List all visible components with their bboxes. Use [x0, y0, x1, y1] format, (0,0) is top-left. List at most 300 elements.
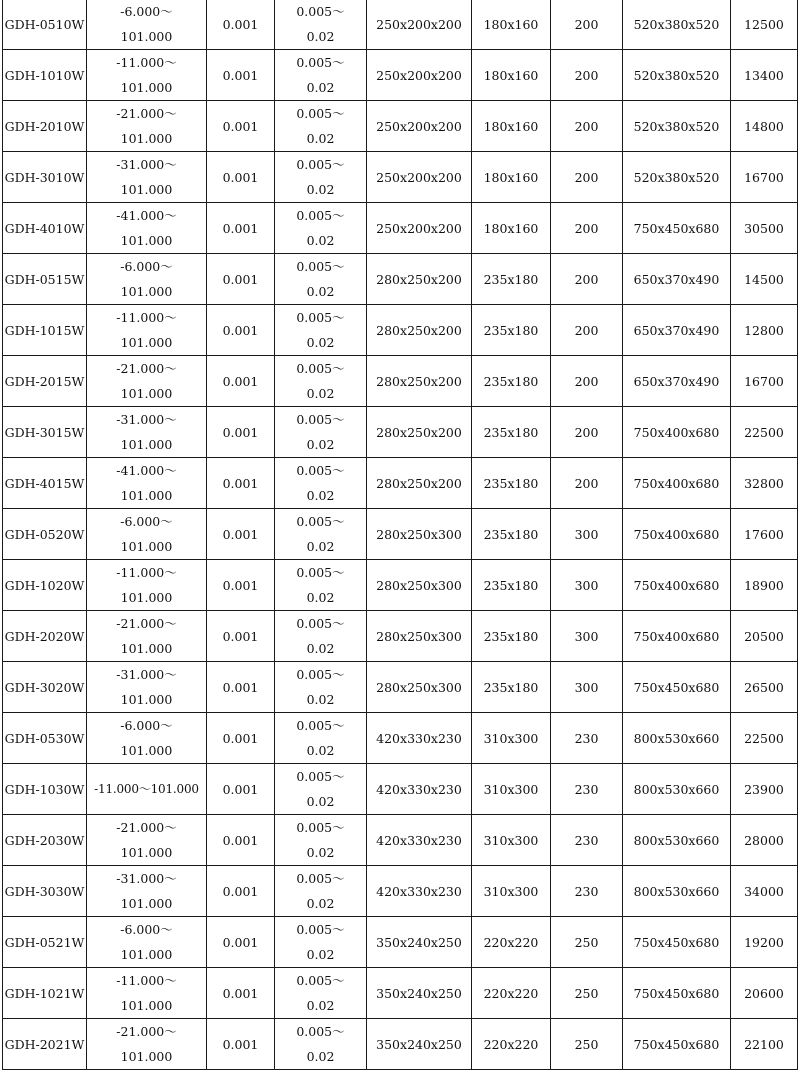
height-cell: [551, 1019, 623, 1070]
range-cell-range-b: 101.000: [120, 386, 173, 401]
accuracy-cell: [275, 203, 367, 254]
range-cell-range-b: 101.000: [120, 335, 173, 350]
outer-size-cell-outer: 800x530x660: [633, 883, 720, 899]
price-cell-price: 28000: [744, 832, 784, 848]
opening-cell-opening: 180x160: [483, 220, 539, 236]
accuracy-cell-accuracy-b: 0.02: [306, 29, 335, 44]
outer-size-cell-outer: 800x530x660: [633, 832, 720, 848]
size-cell: [367, 407, 472, 458]
accuracy-cell-accuracy-a: 0.005～: [296, 871, 345, 886]
opening-cell: [472, 356, 551, 407]
range-cell-range-b: 101.000: [120, 641, 173, 656]
outer-size-cell: [623, 917, 731, 968]
opening-cell-opening: 180x160: [483, 67, 539, 83]
opening-cell: [472, 560, 551, 611]
outer-size-cell: [623, 0, 731, 50]
range-cell-range-b: 101.000: [120, 284, 173, 299]
resolution-cell-resolution: 0.001: [222, 730, 259, 746]
range-cell-range-b: 101.000: [120, 182, 173, 197]
accuracy-cell-accuracy-a: 0.005～: [296, 361, 345, 376]
accuracy-cell-accuracy-a: 0.005～: [296, 922, 345, 937]
range-cell-range-a: -31.000～: [116, 157, 177, 172]
resolution-cell-resolution: 0.001: [222, 985, 259, 1001]
outer-size-cell: [623, 815, 731, 866]
accuracy-cell-accuracy-b: 0.02: [306, 335, 335, 350]
price-cell: [731, 611, 798, 662]
outer-size-cell: [623, 305, 731, 356]
size-cell: [367, 713, 472, 764]
resolution-cell-resolution: 0.001: [222, 1036, 259, 1052]
model-cell-model: GDH-1021W: [4, 985, 85, 1001]
opening-cell: [472, 968, 551, 1019]
price-cell: [731, 815, 798, 866]
size-cell-size: 420x330x230: [376, 883, 462, 899]
opening-cell-opening: 235x180: [483, 679, 539, 695]
resolution-cell-resolution: 0.001: [222, 67, 259, 83]
model-cell-model: GDH-1010W: [4, 67, 85, 83]
model-cell-model: GDH-2020W: [4, 628, 85, 644]
height-cell-height: 300: [574, 628, 599, 644]
price-cell: [731, 407, 798, 458]
range-cell: [87, 917, 207, 968]
opening-cell-opening: 235x180: [483, 271, 539, 287]
height-cell-height: 200: [574, 475, 599, 491]
resolution-cell-resolution: 0.001: [222, 118, 259, 134]
accuracy-cell-accuracy-b: 0.02: [306, 743, 335, 758]
spec-table: [2, 0, 798, 1070]
range-cell-range-b: 101.000: [120, 80, 173, 95]
resolution-cell: [207, 50, 275, 101]
opening-cell-opening: 180x160: [483, 16, 539, 32]
model-cell: [3, 713, 87, 764]
accuracy-cell: [275, 815, 367, 866]
opening-cell: [472, 152, 551, 203]
range-cell-range-a: -21.000～: [116, 1024, 177, 1039]
resolution-cell: [207, 254, 275, 305]
accuracy-cell-accuracy-b: 0.02: [306, 1049, 335, 1064]
range-cell: [87, 356, 207, 407]
opening-cell-opening: 235x180: [483, 577, 539, 593]
range-cell-range-b: 101.000: [120, 1049, 173, 1064]
resolution-cell-resolution: 0.001: [222, 220, 259, 236]
model-cell-model: GDH-0530W: [4, 730, 85, 746]
size-cell-size: 280x250x200: [376, 424, 462, 440]
height-cell: [551, 611, 623, 662]
height-cell: [551, 356, 623, 407]
height-cell: [551, 407, 623, 458]
resolution-cell: [207, 509, 275, 560]
outer-size-cell: [623, 509, 731, 560]
range-cell: [87, 203, 207, 254]
outer-size-cell-outer: 800x530x660: [633, 730, 720, 746]
range-cell-range-a: -11.000～: [116, 973, 177, 988]
outer-size-cell-outer: 520x380x520: [633, 16, 720, 32]
range-cell: [87, 0, 207, 50]
opening-cell-opening: 235x180: [483, 373, 539, 389]
outer-size-cell-outer: 800x530x660: [633, 781, 720, 797]
size-cell: [367, 254, 472, 305]
opening-cell-opening: 220x220: [483, 985, 539, 1001]
size-cell-size: 250x200x200: [376, 67, 462, 83]
model-cell-model: GDH-1015W: [4, 322, 85, 338]
price-cell-price: 17600: [744, 526, 784, 542]
table-row: [3, 917, 798, 968]
price-cell: [731, 917, 798, 968]
model-cell-model: GDH-1030W: [4, 781, 85, 797]
range-cell-range-a: -6.000～: [120, 514, 173, 529]
range-cell: [87, 509, 207, 560]
height-cell: [551, 917, 623, 968]
opening-cell: [472, 254, 551, 305]
model-cell: [3, 968, 87, 1019]
outer-size-cell: [623, 764, 731, 815]
opening-cell: [472, 458, 551, 509]
price-cell: [731, 968, 798, 1019]
size-cell: [367, 968, 472, 1019]
outer-size-cell-outer: 750x400x680: [633, 424, 720, 440]
model-cell: [3, 203, 87, 254]
range-cell-range-a: -6.000～: [120, 4, 173, 19]
model-cell: [3, 917, 87, 968]
accuracy-cell: [275, 1019, 367, 1070]
table-row: [3, 458, 798, 509]
height-cell: [551, 560, 623, 611]
price-cell-price: 19200: [744, 934, 784, 950]
model-cell: [3, 254, 87, 305]
height-cell-height: 200: [574, 373, 599, 389]
model-cell: [3, 152, 87, 203]
accuracy-cell: [275, 713, 367, 764]
accuracy-cell-accuracy-b: 0.02: [306, 182, 335, 197]
range-cell-range-b: 101.000: [120, 896, 173, 911]
resolution-cell: [207, 458, 275, 509]
height-cell-height: 300: [574, 577, 599, 593]
range-cell-range-b: 101.000: [120, 590, 173, 605]
price-cell-price: 26500: [744, 679, 784, 695]
model-cell: [3, 101, 87, 152]
price-cell-price: 30500: [744, 220, 784, 236]
size-cell-size: 280x250x300: [376, 577, 462, 593]
accuracy-cell-accuracy-a: 0.005～: [296, 157, 345, 172]
resolution-cell: [207, 866, 275, 917]
size-cell-size: 250x200x200: [376, 169, 462, 185]
resolution-cell-resolution: 0.001: [222, 16, 259, 32]
opening-cell: [472, 866, 551, 917]
accuracy-cell: [275, 611, 367, 662]
table-row: [3, 866, 798, 917]
opening-cell: [472, 203, 551, 254]
accuracy-cell-accuracy-b: 0.02: [306, 998, 335, 1013]
model-cell-model: GDH-3020W: [4, 679, 85, 695]
size-cell-size: 280x250x200: [376, 475, 462, 491]
height-cell-height: 200: [574, 16, 599, 32]
outer-size-cell: [623, 254, 731, 305]
size-cell-size: 280x250x300: [376, 526, 462, 542]
resolution-cell-resolution: 0.001: [222, 883, 259, 899]
accuracy-cell-accuracy-b: 0.02: [306, 794, 335, 809]
size-cell-size: 280x250x200: [376, 373, 462, 389]
price-cell: [731, 509, 798, 560]
table-row: [3, 560, 798, 611]
price-cell: [731, 866, 798, 917]
outer-size-cell-outer: 750x400x680: [633, 475, 720, 491]
resolution-cell: [207, 305, 275, 356]
range-cell-range-b: 101.000: [120, 845, 173, 860]
table-row: [3, 0, 798, 50]
range-cell-range-a: -41.000～: [116, 208, 177, 223]
accuracy-cell: [275, 254, 367, 305]
size-cell: [367, 764, 472, 815]
size-cell-size: 280x250x200: [376, 271, 462, 287]
outer-size-cell-outer: 520x380x520: [633, 67, 720, 83]
range-cell: [87, 560, 207, 611]
height-cell: [551, 152, 623, 203]
resolution-cell: [207, 611, 275, 662]
opening-cell: [472, 50, 551, 101]
model-cell: [3, 407, 87, 458]
outer-size-cell: [623, 968, 731, 1019]
outer-size-cell-outer: 650x370x490: [633, 271, 720, 287]
price-cell-price: 23900: [744, 781, 784, 797]
size-cell-size: 250x200x200: [376, 220, 462, 236]
table-row: [3, 815, 798, 866]
range-cell-range-b: 101.000: [120, 131, 173, 146]
table-row: [3, 509, 798, 560]
height-cell-height: 300: [574, 526, 599, 542]
price-cell: [731, 356, 798, 407]
model-cell-model: GDH-3015W: [4, 424, 85, 440]
range-cell: [87, 101, 207, 152]
range-cell: [87, 611, 207, 662]
accuracy-cell-accuracy-a: 0.005～: [296, 412, 345, 427]
resolution-cell: [207, 917, 275, 968]
opening-cell-opening: 235x180: [483, 526, 539, 542]
height-cell: [551, 509, 623, 560]
price-cell: [731, 764, 798, 815]
range-cell: [87, 305, 207, 356]
range-cell-range-a: -31.000～: [116, 412, 177, 427]
model-cell: [3, 305, 87, 356]
accuracy-cell-accuracy-a: 0.005～: [296, 718, 345, 733]
table-row: [3, 254, 798, 305]
range-cell-range-a: -21.000～: [116, 106, 177, 121]
range-cell-range-a: -11.000～: [116, 565, 177, 580]
resolution-cell: [207, 152, 275, 203]
outer-size-cell-outer: 750x400x680: [633, 577, 720, 593]
table-row: [3, 713, 798, 764]
height-cell-height: 200: [574, 424, 599, 440]
resolution-cell-resolution: 0.001: [222, 679, 259, 695]
spec-table-body: [3, 0, 798, 1070]
height-cell: [551, 713, 623, 764]
model-cell: [3, 458, 87, 509]
resolution-cell: [207, 560, 275, 611]
outer-size-cell-outer: 750x400x680: [633, 526, 720, 542]
resolution-cell: [207, 968, 275, 1019]
accuracy-cell-accuracy-a: 0.005～: [296, 769, 345, 784]
range-cell-range-a: -21.000～: [116, 820, 177, 835]
range-cell: [87, 713, 207, 764]
height-cell: [551, 101, 623, 152]
price-cell-price: 22500: [744, 424, 784, 440]
table-row: [3, 356, 798, 407]
range-cell-range-b: 101.000: [120, 539, 173, 554]
opening-cell: [472, 1019, 551, 1070]
range-cell-range-b: 101.000: [120, 998, 173, 1013]
opening-cell-opening: 180x160: [483, 169, 539, 185]
size-cell-size: 420x330x230: [376, 832, 462, 848]
accuracy-cell-accuracy-b: 0.02: [306, 284, 335, 299]
price-cell-price: 32800: [744, 475, 784, 491]
outer-size-cell-outer: 750x450x680: [633, 679, 720, 695]
price-cell-price: 13400: [744, 67, 784, 83]
resolution-cell-resolution: 0.001: [222, 781, 259, 797]
model-cell-model: GDH-4015W: [4, 475, 85, 491]
range-cell: [87, 152, 207, 203]
accuracy-cell: [275, 50, 367, 101]
outer-size-cell: [623, 152, 731, 203]
price-cell: [731, 50, 798, 101]
size-cell-size: 350x240x250: [376, 1036, 462, 1052]
outer-size-cell-outer: 520x380x520: [633, 118, 720, 134]
range-cell-range-a: -6.000～: [120, 259, 173, 274]
outer-size-cell: [623, 356, 731, 407]
price-cell-price: 22100: [744, 1036, 784, 1052]
size-cell-size: 420x330x230: [376, 730, 462, 746]
resolution-cell: [207, 1019, 275, 1070]
size-cell: [367, 1019, 472, 1070]
size-cell: [367, 152, 472, 203]
height-cell: [551, 764, 623, 815]
size-cell: [367, 0, 472, 50]
resolution-cell-resolution: 0.001: [222, 628, 259, 644]
size-cell: [367, 458, 472, 509]
range-cell-range-b: 101.000: [120, 692, 173, 707]
height-cell-height: 250: [574, 1036, 599, 1052]
accuracy-cell: [275, 407, 367, 458]
price-cell: [731, 203, 798, 254]
price-cell-price: 18900: [744, 577, 784, 593]
price-cell: [731, 1019, 798, 1070]
accuracy-cell-accuracy-a: 0.005～: [296, 463, 345, 478]
table-row: [3, 1019, 798, 1070]
range-cell-range-a: -6.000～: [120, 718, 173, 733]
size-cell: [367, 866, 472, 917]
accuracy-cell-accuracy-a: 0.005～: [296, 1024, 345, 1039]
height-cell: [551, 50, 623, 101]
resolution-cell-resolution: 0.001: [222, 373, 259, 389]
accuracy-cell-accuracy-b: 0.02: [306, 641, 335, 656]
accuracy-cell: [275, 866, 367, 917]
price-cell-price: 14800: [744, 118, 784, 134]
accuracy-cell-accuracy-b: 0.02: [306, 947, 335, 962]
accuracy-cell-accuracy-b: 0.02: [306, 386, 335, 401]
model-cell-model: GDH-2015W: [4, 373, 85, 389]
table-row: [3, 968, 798, 1019]
outer-size-cell-outer: 750x400x680: [633, 628, 720, 644]
outer-size-cell: [623, 458, 731, 509]
opening-cell: [472, 509, 551, 560]
range-cell: [87, 866, 207, 917]
model-cell-model: GDH-0521W: [4, 934, 85, 950]
height-cell: [551, 662, 623, 713]
model-cell-model: GDH-0515W: [4, 271, 85, 287]
height-cell: [551, 203, 623, 254]
accuracy-cell: [275, 152, 367, 203]
size-cell-size: 350x240x250: [376, 985, 462, 1001]
accuracy-cell-accuracy-a: 0.005～: [296, 208, 345, 223]
table-row: [3, 764, 798, 815]
opening-cell: [472, 917, 551, 968]
price-cell-price: 22500: [744, 730, 784, 746]
accuracy-cell-accuracy-a: 0.005～: [296, 310, 345, 325]
outer-size-cell-outer: 750x450x680: [633, 1036, 720, 1052]
accuracy-cell-accuracy-a: 0.005～: [296, 820, 345, 835]
height-cell: [551, 815, 623, 866]
price-cell-price: 16700: [744, 169, 784, 185]
size-cell: [367, 815, 472, 866]
outer-size-cell-outer: 750x450x680: [633, 985, 720, 1001]
height-cell-height: 200: [574, 118, 599, 134]
accuracy-cell-accuracy-b: 0.02: [306, 896, 335, 911]
opening-cell-opening: 310x300: [483, 832, 539, 848]
size-cell-size: 350x240x250: [376, 934, 462, 950]
table-row: [3, 152, 798, 203]
table-row: [3, 305, 798, 356]
accuracy-cell: [275, 662, 367, 713]
accuracy-cell-accuracy-b: 0.02: [306, 845, 335, 860]
price-cell: [731, 254, 798, 305]
range-cell: [87, 815, 207, 866]
height-cell-height: 230: [574, 781, 599, 797]
resolution-cell: [207, 101, 275, 152]
accuracy-cell: [275, 305, 367, 356]
accuracy-cell: [275, 101, 367, 152]
range-cell-range-b: 101.000: [120, 947, 173, 962]
accuracy-cell-accuracy-a: 0.005～: [296, 55, 345, 70]
accuracy-cell-accuracy-b: 0.02: [306, 488, 335, 503]
opening-cell: [472, 0, 551, 50]
price-cell: [731, 662, 798, 713]
opening-cell: [472, 101, 551, 152]
accuracy-cell-accuracy-b: 0.02: [306, 539, 335, 554]
model-cell-model: GDH-2021W: [4, 1036, 85, 1052]
outer-size-cell: [623, 101, 731, 152]
range-cell: [87, 50, 207, 101]
outer-size-cell-outer: 750x450x680: [633, 934, 720, 950]
model-cell: [3, 764, 87, 815]
model-cell: [3, 815, 87, 866]
height-cell-height: 230: [574, 730, 599, 746]
accuracy-cell-accuracy-a: 0.005～: [296, 106, 345, 121]
opening-cell-opening: 180x160: [483, 118, 539, 134]
range-cell: [87, 1019, 207, 1070]
price-cell: [731, 152, 798, 203]
model-cell-model: GDH-0520W: [4, 526, 85, 542]
height-cell: [551, 305, 623, 356]
height-cell-height: 200: [574, 67, 599, 83]
outer-size-cell-outer: 750x450x680: [633, 220, 720, 236]
size-cell-size: 250x200x200: [376, 16, 462, 32]
opening-cell: [472, 305, 551, 356]
opening-cell-opening: 220x220: [483, 934, 539, 950]
height-cell-height: 250: [574, 934, 599, 950]
accuracy-cell: [275, 356, 367, 407]
resolution-cell: [207, 713, 275, 764]
resolution-cell-resolution: 0.001: [222, 424, 259, 440]
opening-cell-opening: 235x180: [483, 475, 539, 491]
opening-cell-opening: 310x300: [483, 730, 539, 746]
